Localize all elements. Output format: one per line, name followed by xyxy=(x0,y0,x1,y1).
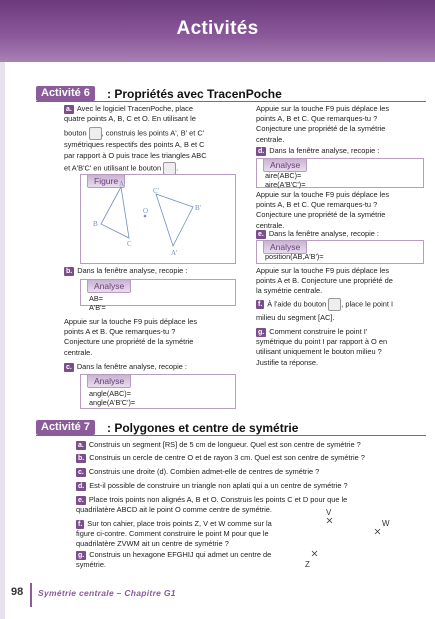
step-g: g. Comment construire le point I' symétrique du point I par rapport à O en utilisant uniquement le bouton milieu ? Justifie ta réponse. xyxy=(256,327,388,367)
question-f: f. Sur ton cahier, place trois points Z, V et W comme sur la figure ci-contre. Comment construire le point M pour que le quadrilatère ZVWM ait un centre de symétrie ? xyxy=(76,519,272,549)
label-v: V xyxy=(326,508,332,517)
tag-g: g. xyxy=(258,329,265,336)
tag-b: b. xyxy=(66,268,73,275)
label-a: A xyxy=(119,180,125,188)
question-g: g. Construis un hexagone EFGHIJ qui admet un centre de symétrie. xyxy=(76,550,272,570)
label-w: W xyxy=(382,519,390,528)
question-d: d. Est-il possible de construire un triangle non aplati qui a un centre de symétrie ? xyxy=(78,481,348,490)
right-instructions-2: Appuie sur la touche F9 puis déplace les points A, B et C. Que remarques-tu ? Conjecture une propriété de la symétrie centrale. xyxy=(256,190,390,230)
page-number: 98 xyxy=(11,586,24,598)
tag-e: e. xyxy=(258,231,264,238)
step-f: f. À l'aide du bouton , place le point I milieu du segment [AC]. xyxy=(256,299,394,322)
points-zvw-figure xyxy=(305,505,410,575)
question-a: a. Construis un segment [RS] de 5 cm de longueur. Quel est son centre de symétrie ? xyxy=(78,440,361,449)
tag-a: a. xyxy=(66,106,72,113)
analyse-panel-3: Analyse aire(ABC)= aire(A'B'C')= xyxy=(256,158,424,188)
analyse-panel-2: Analyse angle(ABC)= angle(A'B'C')= xyxy=(80,374,236,409)
activity-7-badge: Activité 7 xyxy=(36,420,95,435)
divider xyxy=(36,101,426,102)
midpoint-tool-icon xyxy=(328,298,341,311)
label-c-prime: C' xyxy=(153,187,159,195)
tag-d: d. xyxy=(258,148,265,155)
label-a-prime: A' xyxy=(171,249,178,257)
analyse-panel-title: Analyse xyxy=(87,279,131,293)
step-b-instructions: Appuie sur la touche F9 puis déplace les points A et B. Que remarques-tu ? Conjecture une propriété de la symétrie centrale. xyxy=(64,317,198,357)
triangle-a-b-c-prime xyxy=(156,194,193,246)
right-instructions-3: Appuie sur la touche F9 puis déplace les points A et B. Conjecture une propriété de la symétrie centrale. xyxy=(256,266,393,296)
triangle-abc xyxy=(101,187,129,238)
label-b: B xyxy=(93,220,98,228)
right-instructions-1: Appuie sur la touche F9 puis déplace les points A, B et C. Que remarques-tu ? Conjecture une propriété de la symétrie centrale. xyxy=(256,104,390,144)
header-banner xyxy=(0,0,435,62)
step-d: d. Dans la fenêtre analyse, recopie : xyxy=(258,146,380,155)
point-o xyxy=(144,215,147,218)
activity-6-title: : Propriétés avec TracenPoche xyxy=(107,87,282,101)
label-z: Z xyxy=(305,560,310,569)
analyse-panel-title: Analyse xyxy=(263,158,307,172)
figure-panel-title: Figure xyxy=(87,174,125,188)
figure-drawing xyxy=(81,175,235,263)
footer-divider xyxy=(30,583,32,607)
label-b-prime: B' xyxy=(195,204,201,212)
question-c: c. Construis une droite (d). Combien admet-elle de centres de symétrie ? xyxy=(78,467,320,476)
analyse-panel-4: Analyse position(AB,A'B')= xyxy=(256,240,424,264)
tag-f: f. xyxy=(258,301,263,309)
question-e: e. Place trois points non alignés A, B et O. Construis les points C et D pour que le quadrilatère ABCD ait le point O comme centre de symétrie. xyxy=(76,495,348,515)
triangle-tool-icon xyxy=(163,162,176,175)
page-title: Activités xyxy=(176,18,259,39)
figure-panel xyxy=(80,174,236,264)
activity-7-title: : Polygones et centre de symétrie xyxy=(107,421,299,435)
analyse-panel-1: Analyse AB= A'B'= xyxy=(80,279,236,306)
step-c: c. Dans la fenêtre analyse, recopie : xyxy=(66,362,187,371)
label-c: C xyxy=(127,240,132,248)
step-e: e. Dans la fenêtre analyse, recopie : xyxy=(258,229,379,238)
question-b: b. Construis un cercle de centre O et de rayon 3 cm. Quel est son centre de symétrie ? xyxy=(78,453,365,462)
symmetry-tool-icon xyxy=(89,127,102,140)
label-o: O xyxy=(143,207,149,215)
tag-c: c. xyxy=(66,364,72,371)
step-b: b. Dans la fenêtre analyse, recopie : xyxy=(66,266,188,275)
analyse-panel-title: Analyse xyxy=(87,374,131,388)
divider xyxy=(36,435,426,436)
step-a: a. Avec le logiciel TracenPoche, place quatre points A, B, C et O. En utilisant le bouton , construis les points A', B' et C' symétriques respectifs des points A, B et C par rapport à O puis trace les triangles ABC et A'B'C' en utilisant le bouton . xyxy=(64,104,236,175)
side-strip xyxy=(0,62,5,619)
activity-6-badge: Activité 6 xyxy=(36,86,95,101)
analyse-panel-title: Analyse xyxy=(263,240,307,254)
chapter-title: Symétrie centrale – Chapitre G1 xyxy=(38,588,176,598)
